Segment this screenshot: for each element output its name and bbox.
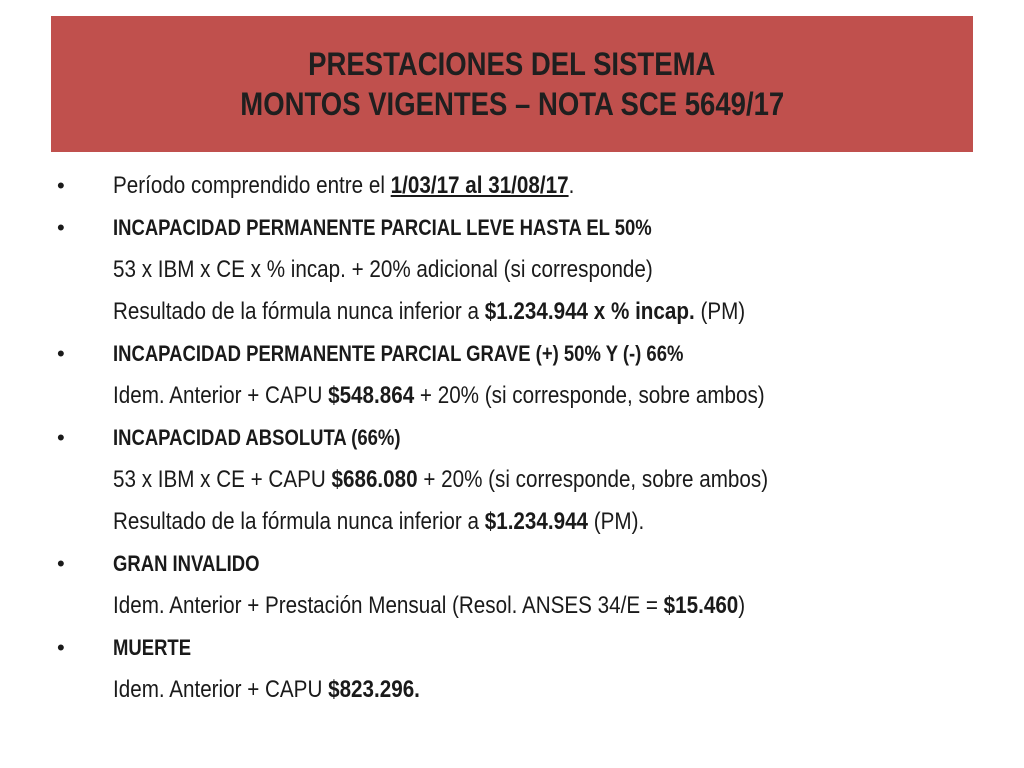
leve-formula: 53 x IBM x CE x % incap. + 20% adicional (si corresponde) [113, 256, 653, 283]
leve-heading: INCAPACIDAD PERMANENTE PARCIAL LEVE HASTA EL 50% [113, 215, 652, 240]
gran-invalido-suffix: ) [738, 592, 746, 619]
absoluta-min-amount: $1.234.944 [484, 508, 589, 535]
slide-content [55, 165, 995, 711]
list-item-gran-invalido [55, 543, 995, 585]
gran-invalido-formula [113, 592, 745, 620]
list-item-grave [55, 333, 995, 375]
absoluta-heading: INCAPACIDAD ABSOLUTA (66%) [113, 425, 401, 450]
absoluta-amount: $686.080 [331, 466, 418, 493]
absoluta-min-suffix: (PM). [588, 508, 645, 535]
absoluta-suffix: + 20% (si corresponde, sobre ambos) [417, 466, 769, 493]
grave-formula-line [55, 375, 995, 417]
muerte-heading: MUERTE [113, 635, 192, 660]
list-item-absoluta [55, 417, 995, 459]
bullet-icon: • [57, 551, 65, 576]
title-line-1: PRESTACIONES DEL SISTEMA [308, 46, 716, 82]
list-item-leve [55, 207, 995, 249]
list-item-period [55, 165, 995, 207]
muerte-prefix: Idem. Anterior + CAPU [113, 676, 329, 703]
gran-invalido-heading: GRAN INVALIDO [113, 551, 260, 576]
leve-min-suffix: (PM) [694, 298, 746, 325]
title-line-2: MONTOS VIGENTES – NOTA SCE 5649/17 [240, 86, 784, 122]
muerte-amount: $823.296. [328, 676, 420, 703]
absoluta-prefix: 53 x IBM x CE + CAPU [113, 466, 332, 493]
leve-min-prefix: Resultado de la fórmula nunca inferior a [113, 298, 485, 325]
absoluta-formula [113, 466, 768, 494]
grave-suffix: + 20% (si corresponde, sobre ambos) [414, 382, 765, 409]
gran-invalido-prefix: Idem. Anterior + Prestación Mensual (Resol. ANSES 34/E = [113, 592, 664, 619]
absoluta-formula-line [55, 459, 995, 501]
muerte-formula-line [55, 669, 995, 711]
list-item-muerte [55, 627, 995, 669]
grave-formula [113, 382, 765, 410]
bullet-icon: • [57, 215, 65, 240]
absoluta-minimum-line [55, 501, 995, 543]
leve-formula-line [55, 249, 995, 291]
grave-heading: INCAPACIDAD PERMANENTE PARCIAL GRAVE (+) 50% Y (-) 66% [113, 341, 684, 366]
leve-minimum [113, 298, 745, 326]
period-dates: 1/03/17 al 31/08/17 [390, 172, 569, 199]
leve-min-amount: $1.234.944 x % incap. [484, 298, 695, 325]
bullet-icon: • [57, 425, 65, 450]
title-banner [51, 16, 973, 152]
absoluta-min-prefix: Resultado de la fórmula nunca inferior a [113, 508, 485, 535]
grave-amount: $548.864 [328, 382, 415, 409]
bullet-icon: • [57, 173, 65, 198]
bullet-icon: • [57, 341, 65, 366]
leve-minimum-line [55, 291, 995, 333]
muerte-formula [113, 676, 420, 704]
grave-prefix: Idem. Anterior + CAPU [113, 382, 329, 409]
gran-invalido-formula-line [55, 585, 995, 627]
absoluta-minimum [113, 508, 644, 536]
period-prefix: Período comprendido entre el [113, 172, 391, 199]
gran-invalido-amount: $15.460 [663, 592, 739, 619]
period-text [113, 172, 574, 200]
bullet-icon: • [57, 635, 65, 660]
period-suffix: . [568, 172, 575, 199]
